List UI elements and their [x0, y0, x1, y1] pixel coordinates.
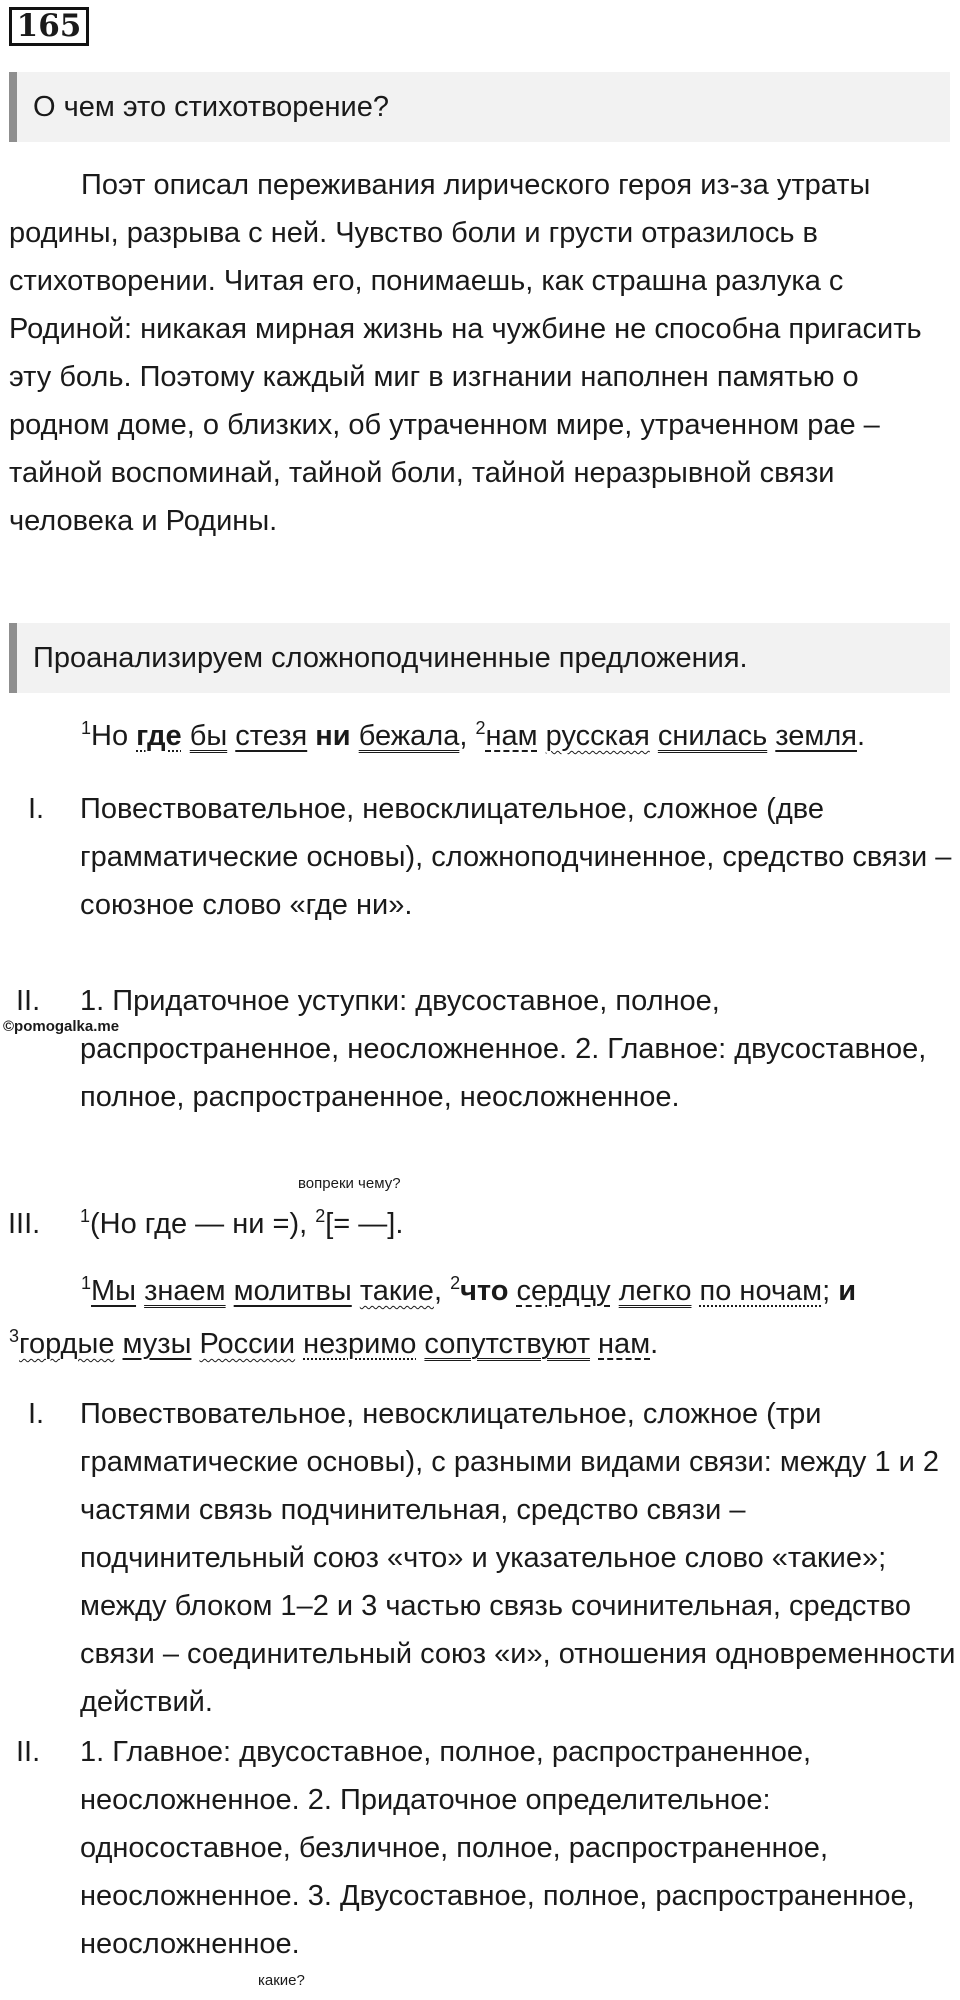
- analysis-item: 1. Главное: двусоставное, полное, распространенное, неосложненное. 2. Придаточное определительное: односоставное, безличное, полное, распространенное, неосложненное. 3. Двусоставное, полное, распространенное, неосложненное.: [80, 1736, 915, 1960]
- word: сопутствуют: [424, 1328, 590, 1360]
- part-number: 2: [475, 718, 486, 738]
- roman-numeral: II.: [16, 985, 41, 1017]
- word: знаем: [144, 1275, 226, 1307]
- word: нам: [485, 720, 538, 752]
- part-number: 1: [81, 718, 92, 738]
- word: незримо: [303, 1328, 417, 1360]
- word: Мы: [91, 1275, 137, 1307]
- word: и: [838, 1275, 857, 1307]
- word: .: [856, 720, 866, 752]
- word: России: [199, 1328, 296, 1360]
- roman-numeral: III.: [8, 1208, 41, 1240]
- word: что: [460, 1275, 509, 1307]
- roman-numeral: I.: [28, 1398, 45, 1430]
- sentence-scheme: [80, 1200, 960, 1248]
- word: стезя: [235, 720, 308, 752]
- roman-numeral: II.: [16, 1736, 41, 1768]
- question-note: вопреки чему?: [298, 1175, 401, 1192]
- word: бы: [189, 720, 228, 752]
- analysis-item: 1. Придаточное уступки: двусоставное, полное, распространенное, неосложненное. 2. Главное: двусоставное, полное, распространенное, неосложненное.: [80, 985, 927, 1113]
- roman-numeral: I.: [28, 793, 45, 825]
- word: .: [650, 1328, 659, 1360]
- word: бежала: [358, 720, 460, 752]
- word: легко: [618, 1275, 692, 1307]
- word: нам: [598, 1328, 651, 1360]
- section-heading-analysis: Проанализируем сложноподчиненные предложения.: [9, 623, 950, 693]
- word: земля: [775, 720, 857, 752]
- task-number: 165: [9, 7, 89, 46]
- word: такие: [359, 1275, 434, 1307]
- question-note: какие?: [258, 1972, 305, 1989]
- part-number: 1: [80, 1206, 91, 1226]
- word: сердцу: [516, 1275, 611, 1307]
- part-number: 2: [315, 1206, 326, 1226]
- watermark: ©pomogalka.me: [3, 1018, 120, 1035]
- word: гордые: [19, 1328, 115, 1360]
- word: Но: [91, 720, 137, 752]
- word: ни: [315, 720, 351, 752]
- part-number: 3: [9, 1326, 20, 1346]
- word: по ночам: [699, 1275, 823, 1307]
- word: ,: [459, 720, 468, 752]
- word: русская: [545, 720, 650, 752]
- scheme-part: (Но где — ни =),: [90, 1208, 316, 1240]
- example-sentence-1: [9, 710, 960, 763]
- word: музы: [122, 1328, 192, 1360]
- analysis-item: Повествовательное, невосклицательное, сложное (две грамматические основы), сложноподчиненное, средство связи – союзное слово «где ни».: [80, 793, 952, 921]
- part-number: 2: [450, 1273, 461, 1293]
- part-number: 1: [81, 1273, 92, 1293]
- word: где: [136, 720, 182, 752]
- section-heading-poem: О чем это стихотворение?: [9, 72, 950, 142]
- word: молитвы: [233, 1275, 352, 1307]
- word: ;: [822, 1275, 831, 1307]
- word: ,: [433, 1275, 451, 1307]
- example-sentence-2: [9, 1265, 960, 1371]
- scheme-part: [= —].: [325, 1208, 404, 1240]
- analysis-item: Повествовательное, невосклицательное, сложное (три грамматические основы), с разными видами связи: между 1 и 2 частями связь подчинительная, средство связи – подчинительный союз «что» и указательное слово «такие»; между блоком 1–2 и 3 частью связь сочинительная, средство связи – соединительный союз «и», отношения одновременности действий.: [80, 1398, 956, 1718]
- word: снилась: [657, 720, 768, 752]
- poem-summary-paragraph: Поэт описал переживания лирического героя из-за утраты родины, разрыва с ней. Чувство боли и грусти отразилось в стихотворении. Читая его, понимаешь, как страшна разлука с Родиной: никакая мирная жизнь на чужбине не способна пригасить эту боль. Поэтому каждый миг в изгнании наполнен памятью о родном доме, о близких, об утраченном мире, утраченном рае – тайной воспоминай, тайной боли, тайной неразрывной связи человека и Родины.: [9, 169, 922, 537]
